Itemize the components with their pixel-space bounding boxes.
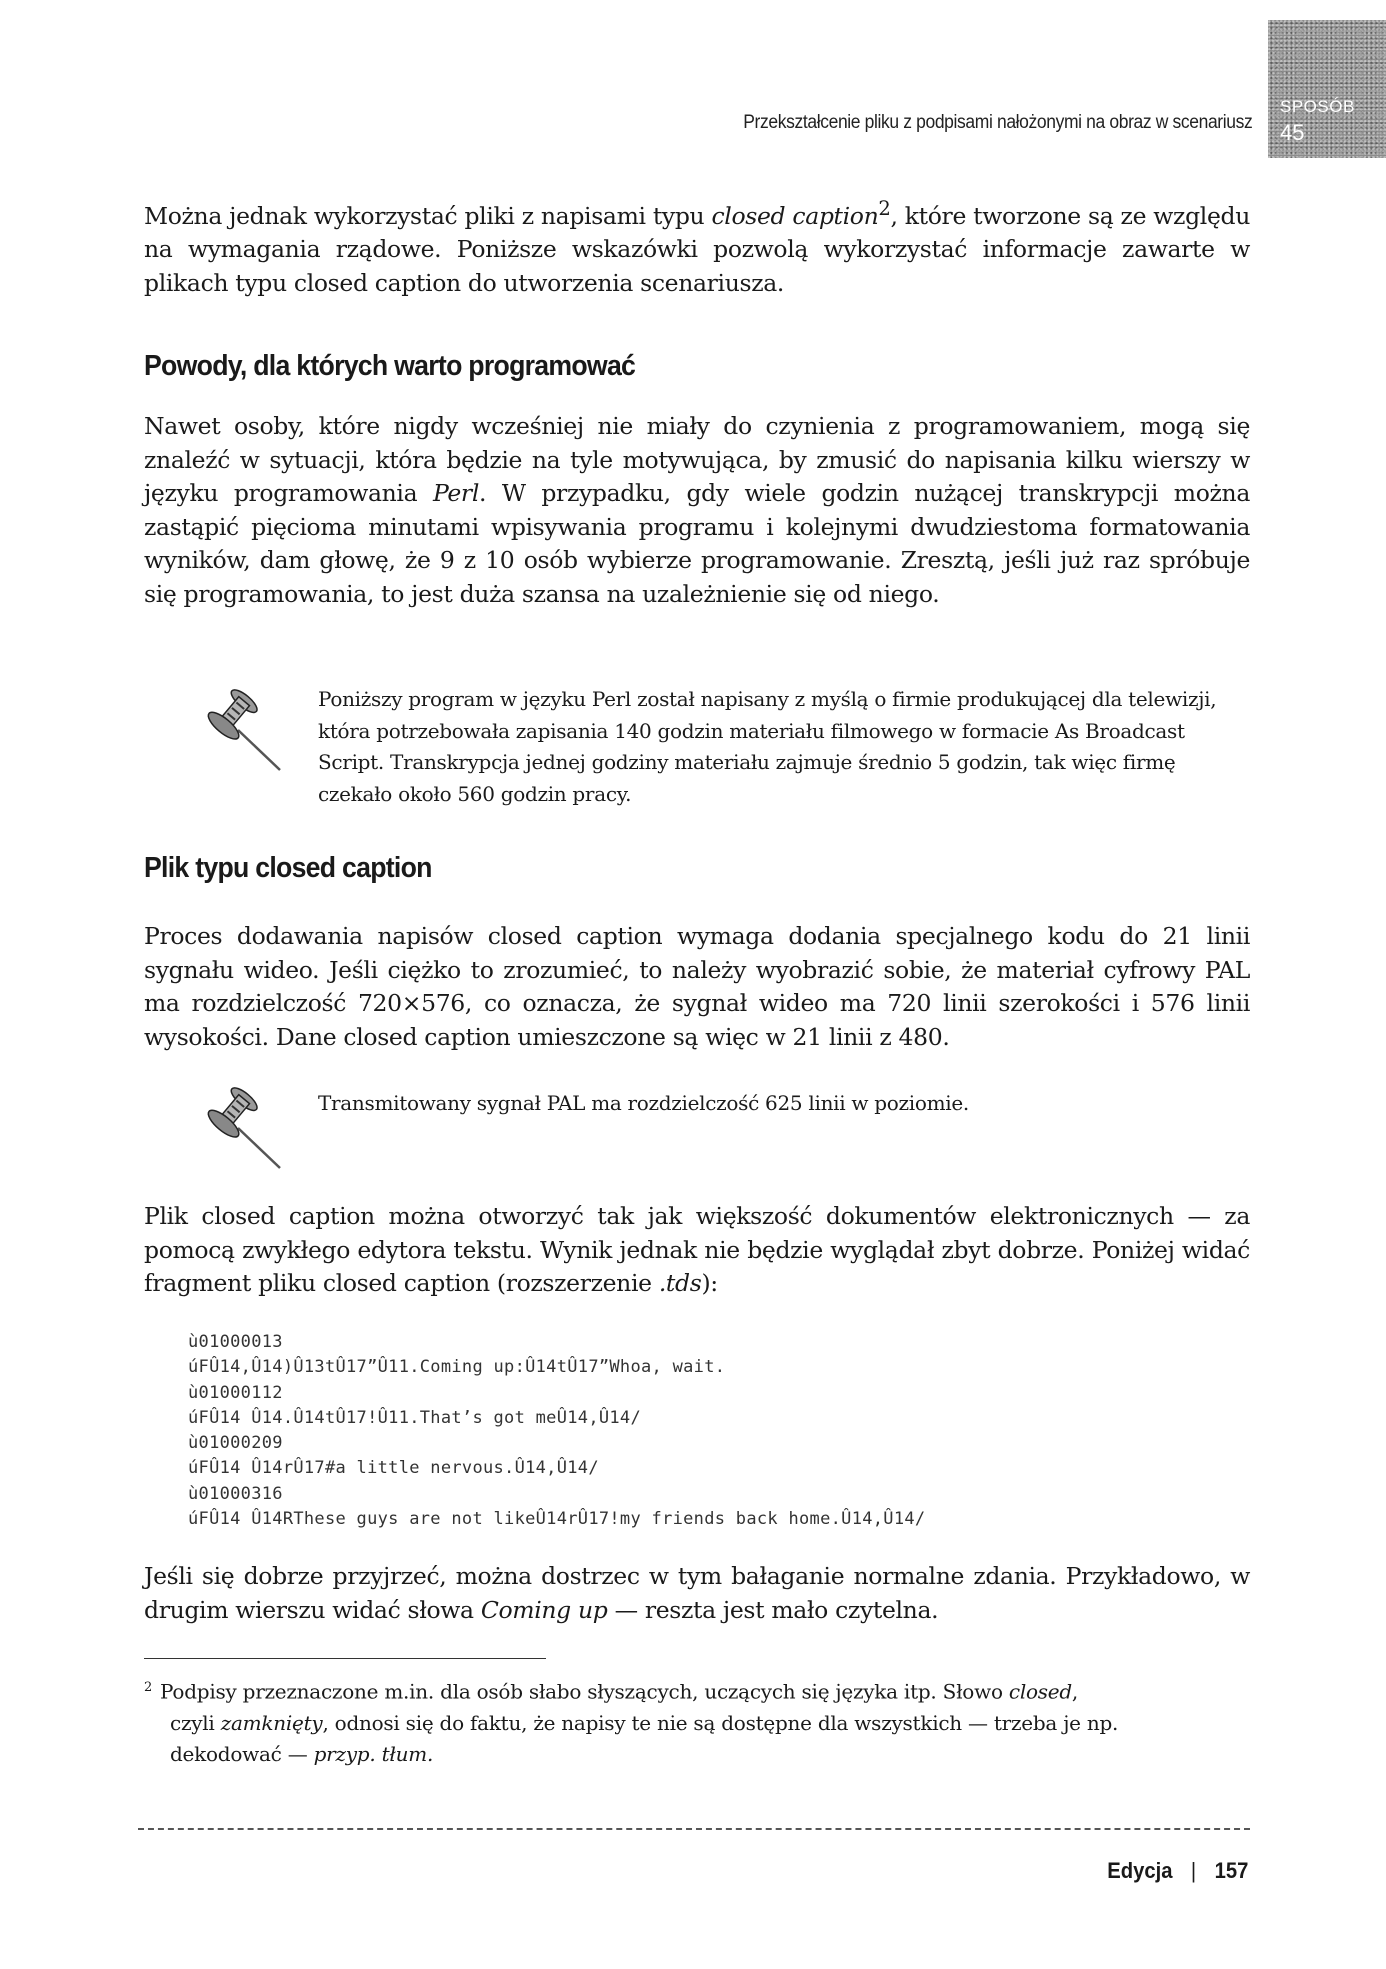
footnote-text: , odnosi się do faktu, że napisy te nie są dostępne dla wszystkich — trzeba je np. (322, 1710, 1119, 1735)
footnote-text: , (1071, 1679, 1079, 1704)
perl-italic: Perl (432, 479, 479, 507)
code-line: úFÛ14 Û14rÛ17#a little nervous.Û14,Û14/ (188, 1458, 599, 1479)
code-line: úFÛ14 Û14.Û14tÛ17!Û11.That’s got meÛ14,Û14/ (188, 1407, 641, 1428)
intro-italic: closed caption (711, 201, 879, 230)
perl-note: Poniższy program w języku Perl został napisany z myślą o firmie produkującej dla telewizji, która potrzebowała zapisania 140 godzin materiału filmowego w formacie As Broadcast Script. Transkrypcja jednej godziny materiału zajmuje średnio 5 godzin, tak więc firmę czekało około 560 godzin pracy. (318, 687, 1217, 806)
pushpin-icon (194, 1080, 286, 1172)
footnote (144, 1672, 1254, 1770)
intro-text-1: Można jednak wykorzystać pliki z napisami typu (144, 201, 712, 230)
editor-text-2: ): (701, 1269, 718, 1297)
footnote-line (144, 1708, 1254, 1739)
page-number: 157 (1214, 1858, 1248, 1883)
section-heading-closed-caption: Plik typu closed caption (144, 852, 432, 884)
footnote-text: Podpisy przeznaczone m.in. dla osób słabo słyszących, uczących się języka itp. Słowo (160, 1679, 1009, 1704)
code-line: úFÛ14 Û14RThese guys are not likeÛ14rÛ17!my friends back home.Û14,Û14/ (188, 1509, 926, 1530)
closed-caption-code-listing (188, 1330, 925, 1532)
hack-number-badge (1268, 20, 1386, 158)
badge-number: 45 (1280, 120, 1305, 145)
section-heading-reasons: Powody, dla których warto programować (144, 350, 636, 382)
pushpin-icon (194, 682, 286, 774)
code-line: úFÛ14,Û14)Û13tÛ17”Û11.Coming up:Û14tÛ17”Whoa, wait. (188, 1357, 726, 1378)
summary-text-2: — reszta jest mało czytelna. (607, 1595, 939, 1624)
footnote-line (144, 1672, 1254, 1708)
code-line: ù01000112 (188, 1382, 283, 1403)
footnote-text: dekodować — (170, 1741, 314, 1766)
intro-paragraph (144, 192, 1250, 300)
editor-text-1: Plik closed caption można otworzyć tak jak większość dokumentów elektronicznych — za pomocą zwykłego edytora tekstu. Wynik jednak nie będzie wyglądał zbyt dobrze. Poniżej widać fragment pliku closed caption (rozszerzenie (144, 1202, 1250, 1297)
closed-caption-paragraph: Proces dodawania napisów closed caption wymaga dodania specjalnego kodu do 21 linii sygnału wideo. Jeśli ciężko to zrozumieć, to należy wyobrazić sobie, że materiał cyfrowy PAL ma rozdzielczość 720×576, co oznacza, że sygnał wideo ma 720 linii szerokości i 576 linii wysokości. Dane closed caption umieszczone są więc w 21 linii z 480. (144, 922, 1250, 1051)
footnote-italic: zamknięty (220, 1710, 323, 1735)
footer-separator: | (1190, 1858, 1196, 1883)
code-line: ù01000316 (188, 1483, 283, 1504)
summary-paragraph (144, 1560, 1250, 1627)
coming-up-italic: Coming up (480, 1595, 608, 1624)
code-line: ù01000209 (188, 1433, 283, 1454)
reasons-text-2: . W przypadku, gdy wiele godzin nużącej transkrypcji można zastąpić pięcioma minutami wpisywania programu i kolejnymi dwudziestoma formatowania wyników, dam głowę, że 9 z 10 osób wybierze programowanie. Zresztą, jeśli już raz spróbuje się programowania, to jest duża szansa na uzależnienie się od niego. (144, 479, 1250, 608)
footnote-text: czyli (170, 1710, 221, 1735)
intro-text-2: , które tworzone są ze względu na wymagania rządowe. Poniższe wskazówki pozwolą wykorzystać informacje zawarte w plikach typu closed caption do utworzenia scenariusza. (144, 201, 1250, 297)
tds-extension-italic: .tds (658, 1269, 702, 1297)
footnote-line (144, 1739, 1254, 1770)
running-header: Przekształcenie pliku z podpisami nałożonymi na obraz w scenariusz (742, 112, 1252, 133)
summary-text-1: Jeśli się dobrze przyjrzeć, można dostrzec w tym bałaganie normalne zdania. Przykładowo, w drugim wierszu widać słowa (144, 1562, 1250, 1624)
reasons-text-1: Nawet osoby, które nigdy wcześniej nie miały do czynienia z programowaniem, mogą się znaleźć w sytuacji, która będzie na tyle motywująca, by zmusić do napisania kilku wierszy w języku programowania (144, 412, 1250, 507)
pal-note: Transmitowany sygnał PAL ma rozdzielczość 625 linii w poziomie. (318, 1091, 969, 1115)
editor-paragraph (144, 1200, 1250, 1301)
footer-divider (138, 1828, 1250, 1830)
footnote-reference[interactable]: 2 (878, 197, 891, 220)
footnote-italic: closed (1008, 1679, 1072, 1704)
badge-label: SPOSÓB (1280, 97, 1355, 116)
footnote-number: 2 (144, 1680, 153, 1695)
page-footer (1107, 1858, 1248, 1884)
reasons-paragraph (144, 410, 1250, 611)
footer-section-title: Edycja (1106, 1858, 1173, 1883)
footnote-italic: przyp. tłum. (313, 1741, 434, 1766)
footnote-divider (144, 1658, 546, 1659)
code-line: ù01000013 (188, 1332, 283, 1352)
